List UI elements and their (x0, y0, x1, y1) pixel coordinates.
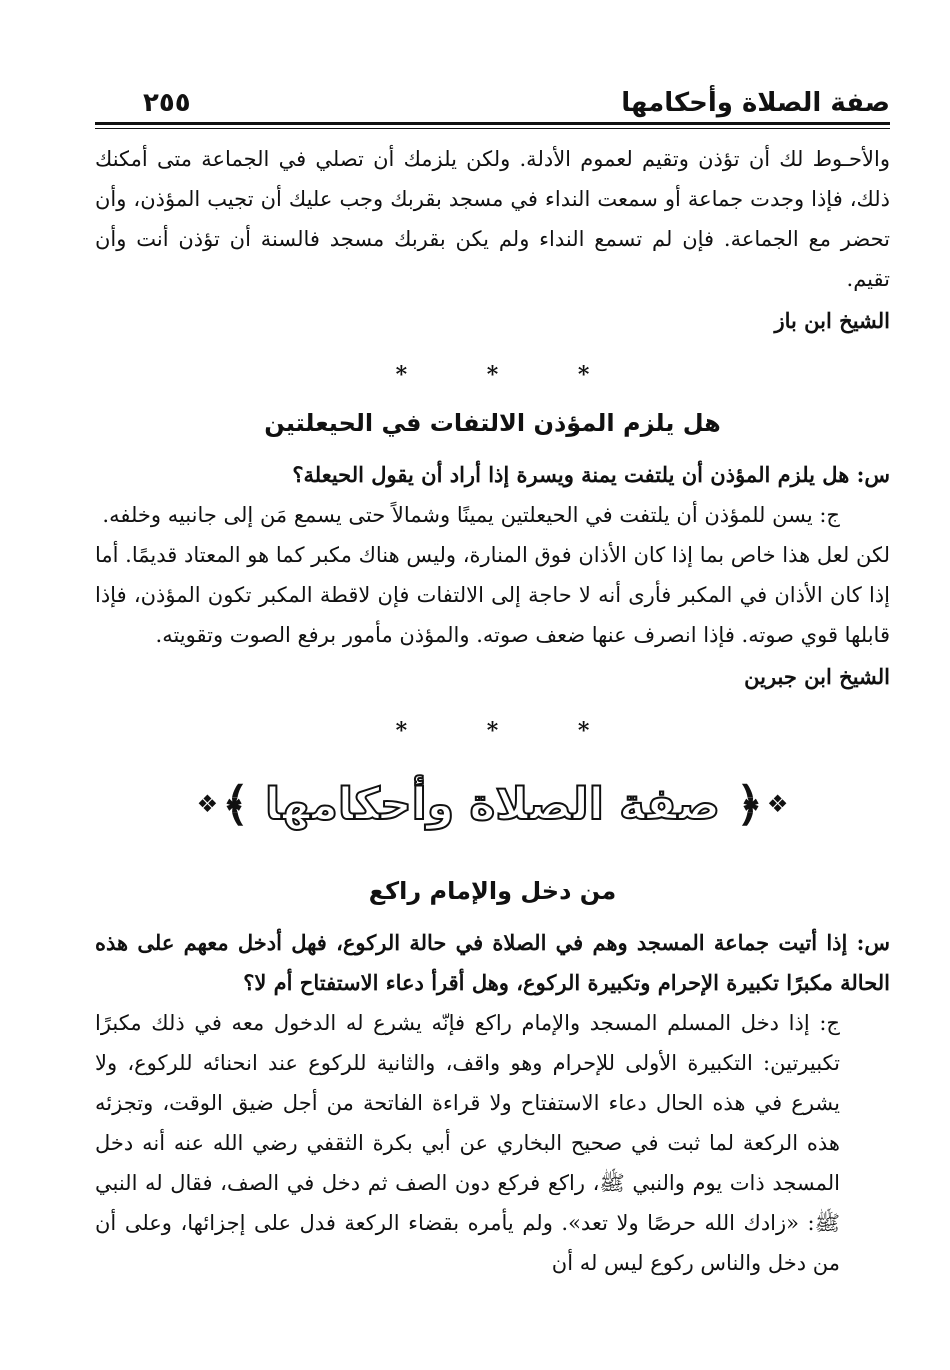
section-heading: من دخل والإمام راكع (368, 877, 617, 905)
question-paragraph: س: هل يلزم المؤذن أن يلتفت يمنة ويسرة إذا أراد أن يقول الحيعلة؟ (292, 462, 890, 487)
section-3 (95, 871, 890, 1283)
paragraph: والأحـوط لك أن تؤذن وتقيم لعموم الأدلة. ولكن يلزمك أن تصلي في الجماعة متى أمكنك ذلك، فإذا وجدت جماعة أو سمعت النداء في مسجد بقربك وجب عليك أن تجيب المؤذن، وأن تحضر مع الجماعة. فإن لم تسمع النداء ولم يكن بقربك مسجد فالسنة أن تؤذن أنت وأن تقيم. (95, 147, 890, 291)
author-signature: الشيخ ابن باز (774, 308, 890, 333)
author-signature: الشيخ ابن جبرين (744, 664, 890, 689)
answer-paragraph-continued: لكن لعل هذا خاص بما إذا كان الأذان فوق المنارة، وليس هناك مكبر كما هو المعتاد قديمًا. أما إذا كان الأذان في المكبر فأرى أنه لا حاجة إلى الالتفات فإن لاقطة المكبر تكون المؤذن، فإذا قابلها قوي صوته. فإذا انصرف عنها ضعف صوته. والمؤذن مأمور برفع الصوت وتقويته. (95, 543, 890, 647)
close-bracket: ﴾ (222, 777, 250, 831)
answer-paragraph: ج: إذا دخل المسلم المسجد والإمام راكع فإنّه يشرع له الدخول معه في ذلك مكبرًا تكبيرتين: التكبيرة الأولى للإحرام وهو واقف، والثانية للركوع عند انحنائه للركوع، ولا يشرع في هذه الحال دعاء الاستفتاح ولا قراءة الفاتحة من أجل ضيق الوقت، وتجزئه هذه الركعة لما ثبت في صحيح البخاري عن أبي بكرة الثقفي رضي الله عنه أنه دخل المسجد ذات يوم والنبي ﷺ، راكع فركع دون الصف ثم دخل في الصف، فقال له النبي ﷺ: «زادك الله حرصًا ولا تعد». ولم يأمره بقضاء الركعة فدل على إجزائها، وعلى أن من دخل والناس ركوع ليس له أن (95, 1011, 840, 1275)
page-header (95, 78, 890, 118)
question-paragraph: س: إذا أتيت جماعة المسجد وهم في الصلاة في حالة الركوع، فهل أدخل معهم على هذه الحالة مكبرًا تكبيرة الإحرام وتكبيرة الركوع، وهل أقرأ دعاء الاستفتاح أم لا؟ (95, 930, 890, 995)
running-title: صفة الصلاة وأحكامها (621, 88, 890, 118)
ornament-icon: ❖ (196, 790, 219, 818)
chapter-banner (95, 767, 890, 841)
separator-stars: * * * (395, 718, 626, 744)
book-page (95, 78, 890, 1283)
chapter-title: صفة الصلاة وأحكامها (265, 778, 720, 830)
header-rule-thick (95, 122, 890, 125)
header-rule-thin (95, 128, 890, 129)
answer-paragraph: ج: يسن للمؤذن أن يلتفت في الحيعلتين يمينًا وشمالاً حتى يسمع مَن إلى جانبيه وخلفه. (102, 503, 840, 527)
separator-stars: * * * (395, 362, 626, 388)
section-2 (95, 403, 890, 697)
section-1 (95, 139, 890, 341)
open-bracket: ﴿ (735, 777, 763, 831)
section-heading: هل يلزم المؤذن الالتفات في الحيعلتين (264, 409, 721, 437)
ornament-icon: ❖ (766, 790, 789, 818)
page-number: ٢٥٥ (143, 88, 191, 118)
